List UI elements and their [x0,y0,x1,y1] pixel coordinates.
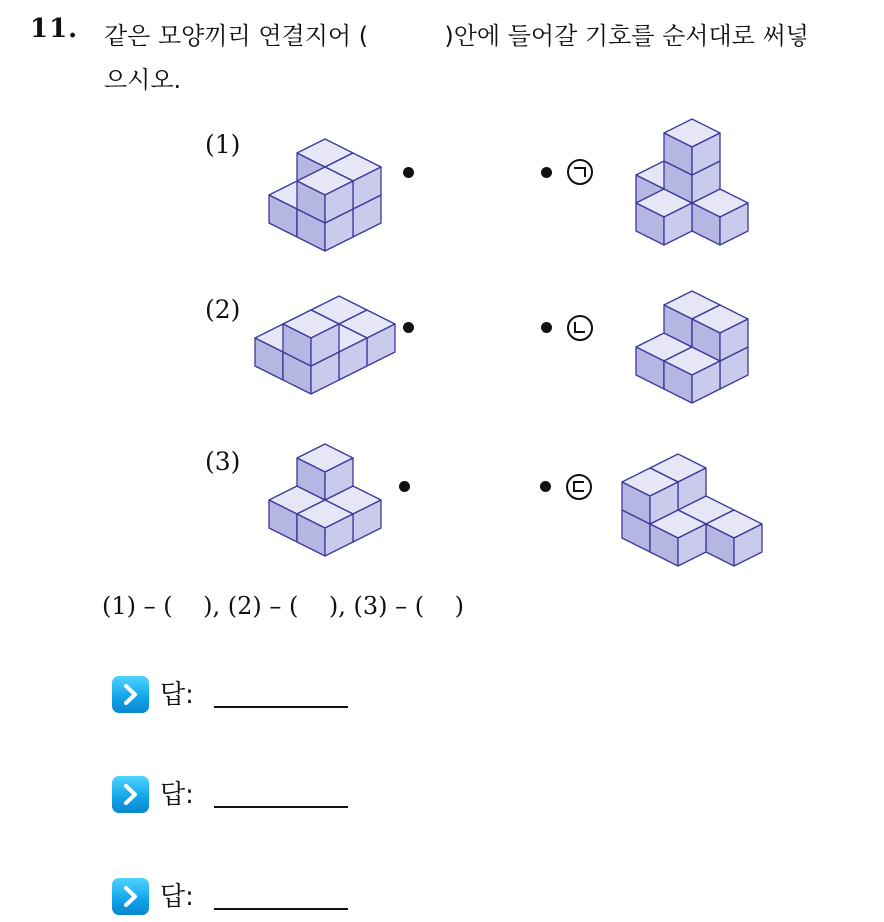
answer-blank[interactable] [214,706,348,708]
answer-label: 답: [160,680,194,710]
answer-label: 답: [160,882,194,912]
giyeok-glyph [569,161,591,183]
cube-figure-b [612,282,772,412]
question-line-2: 으시오. [104,66,182,94]
fill-in-line: (1) – ( ), (2) – ( ), (3) – ( ) [102,592,465,620]
connect-dot-left-1[interactable] [403,167,414,178]
symbol-circle-2 [567,315,593,341]
cube-figure-1 [245,140,405,250]
answer-blank[interactable] [214,806,348,808]
cube-figure-c [612,450,772,570]
question-number: 11. [30,14,79,44]
cube-figure-2 [245,285,405,405]
connect-dot-right-3[interactable] [540,481,551,492]
chevron-right-icon [112,676,149,713]
chevron-right-icon [112,776,149,813]
item-label-2: (2) [205,295,241,324]
connect-dot-left-3[interactable] [399,481,410,492]
item-label-1: (1) [205,130,241,159]
symbol-circle-3 [566,474,592,500]
answer-label: 답: [160,780,194,810]
connect-dot-left-2[interactable] [403,322,414,333]
connect-dot-right-2[interactable] [541,322,552,333]
cube-figure-a [612,112,772,252]
answer-blank[interactable] [214,908,348,910]
question-text [104,14,864,102]
item-label-3: (3) [205,447,241,476]
nieun-glyph [569,317,591,339]
digeut-glyph [568,476,590,498]
symbol-circle-1 [567,159,593,185]
question-line-1: 같은 모양끼리 연결지어 ( )안에 들어갈 기호를 순서대로 써넣 [104,22,809,50]
chevron-right-icon [112,878,149,915]
cube-figure-3 [245,440,405,560]
connect-dot-right-1[interactable] [541,167,552,178]
